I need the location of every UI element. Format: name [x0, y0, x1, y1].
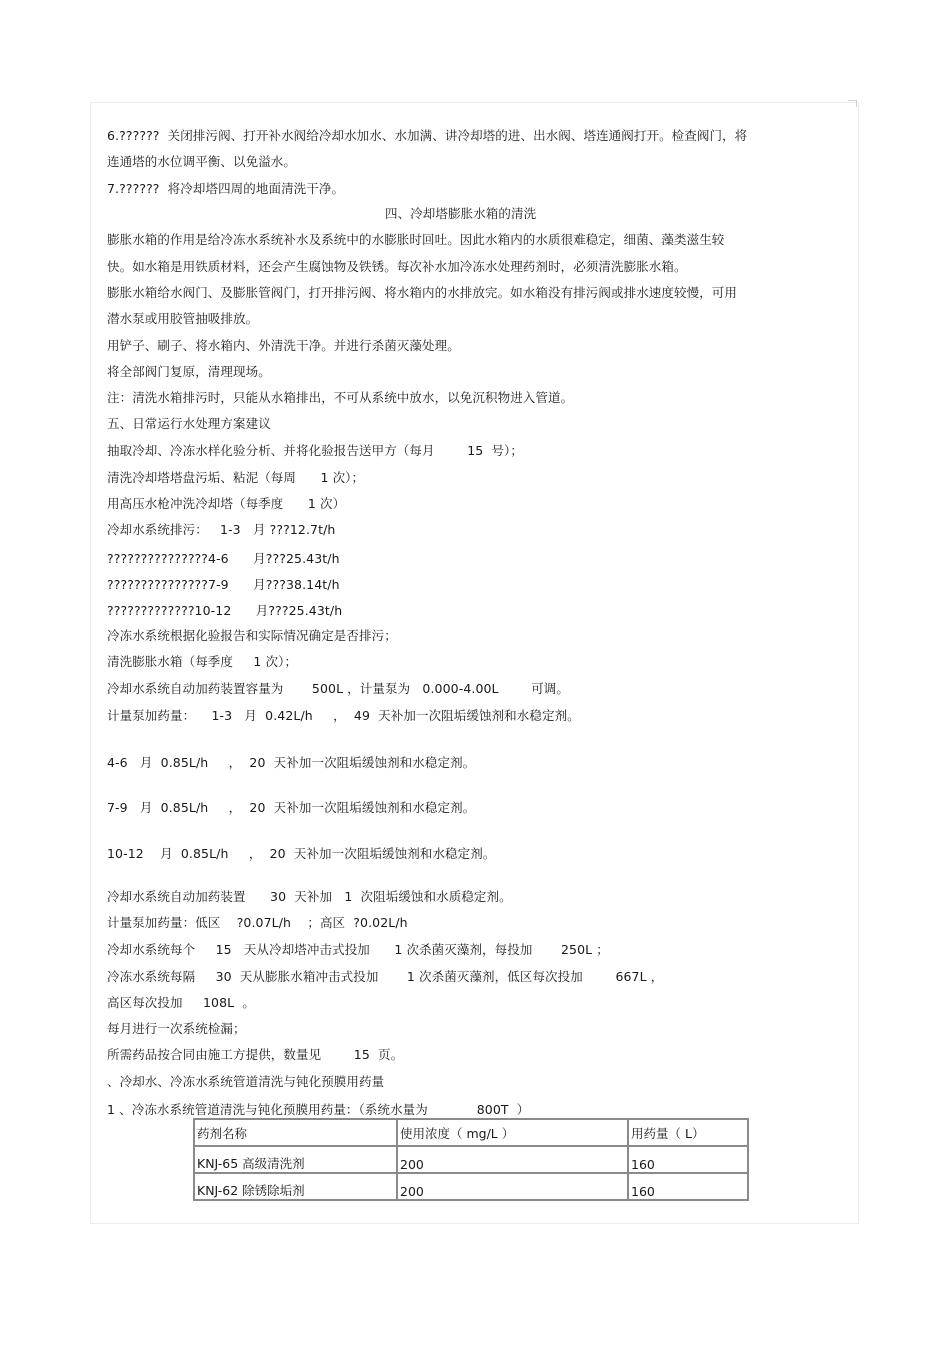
table-cell: KNJ-65 高级清洗剂: [194, 1146, 397, 1173]
table-row: [194, 1146, 748, 1173]
paragraph-line: 高区每次投加 108L 。: [107, 995, 255, 1010]
paragraph-line: 冷冻水系统根据化验报告和实际情况确定是否排污；: [107, 628, 397, 643]
paragraph-line: 1 、冷冻水系统管道清洗与钝化预膜用药量：（系统水量为 800T ）: [107, 1102, 530, 1117]
paragraph-line: 膨胀水箱给水阀门、及膨胀管阀门，打开排污阀、将水箱内的水排放完。如水箱没有排污阀或排水速度较慢，可用: [107, 285, 738, 300]
table-cell: 200: [397, 1173, 628, 1200]
table-cell: 200: [397, 1146, 628, 1173]
paragraph-line: 膨胀水箱的作用是给冷冻水系统补水及系统中的水膨胀时回吐。因此水箱内的水质很难稳定，细菌、藻类滋生较: [107, 232, 725, 247]
section-heading: 四、冷却塔膨胀水箱的清洗: [385, 206, 537, 221]
paragraph-line: 4-6 月 0.85L/h ， 20 天补加一次阻垢缓蚀剂和水稳定剂。: [107, 755, 476, 770]
section-heading: 五、日常运行水处理方案建议: [107, 416, 271, 431]
paragraph-line: 计量泵加药量： 1-3 月 0.42L/h ， 49 天补加一次阻垢缓蚀剂和水稳定剂。: [107, 708, 580, 723]
paragraph-line: 用高压水枪冲洗冷却塔（每季度 1 次）: [107, 496, 346, 511]
paragraph-line: ???????????????7-9 月???38.14t/h: [107, 577, 340, 592]
table-header-row: [194, 1119, 748, 1146]
paragraph-line: 10-12 月 0.85L/h ， 20 天补加一次阻垢缓蚀剂和水稳定剂。: [107, 846, 496, 861]
page-corner-mark: [848, 100, 857, 107]
paragraph-line: 冷冻水系统每隔 30 天从膨胀水箱冲击式投加 1 次杀菌灭藻剂，低区每次投加 667L ，: [107, 969, 664, 984]
paragraph-line: 所需药品按合同由施工方提供，数量见 15 页。: [107, 1047, 404, 1062]
paragraph-line: 冷却水系统自动加药装置容量为 500L ，计量泵为 0.000-4.00L 可调。: [107, 681, 570, 696]
table-header-cell: 药剂名称: [194, 1119, 397, 1146]
paragraph-line: ???????????????4-6 月???25.43t/h: [107, 551, 340, 566]
table-row: [194, 1173, 748, 1200]
paragraph-line: ?????????????10-12 月???25.43t/h: [107, 603, 343, 618]
paragraph-line: 用铲子、刷子、将水箱内、外清洗干净。并进行杀菌灭藻处理。: [107, 338, 460, 353]
paragraph-line: 冷却水系统排污： 1-3 月 ???12.7t/h: [107, 522, 336, 537]
paragraph-line: 注：清洗水箱排污时，只能从水箱排出，不可从系统中放水，以免沉积物进入管道。: [107, 390, 574, 405]
paragraph-line: 6.?????? 关闭排污阀、打开补水阀给冷却水加水、水加满、讲冷却塔的进、出水阀、塔连通阀打开。检查阀门，将: [107, 128, 748, 143]
table-header-cell: 用药量（ L）: [628, 1119, 748, 1146]
paragraph-line: 抽取冷却、冷冻水样化验分析、并将化验报告送甲方（每月 15 号）；: [107, 443, 523, 458]
paragraph-line: 每月进行一次系统检漏；: [107, 1021, 246, 1036]
paragraph-line: 连通塔的水位调平衡、以免溢水。: [107, 154, 297, 169]
table-cell: 160: [628, 1173, 748, 1200]
table-cell: KNJ-62 除锈除垢剂: [194, 1173, 397, 1200]
paragraph-line: 冷却水系统自动加药装置 30 天补加 1 次阻垢缓蚀和水质稳定剂。: [107, 889, 512, 904]
table-cell: 160: [628, 1146, 748, 1173]
dosage-table: [193, 1118, 749, 1201]
paragraph-line: 清洗膨胀水箱（每季度 1 次）；: [107, 654, 298, 669]
paragraph-line: 潜水泵或用胶管抽吸排放。: [107, 311, 259, 326]
paragraph-line: 清洗冷却塔塔盘污垢、粘泥（每周 1 次）；: [107, 470, 365, 485]
paragraph-line: 冷却水系统每个 15 天从冷却塔冲击式投加 1 次杀菌灭藻剂，每投加 250L ；: [107, 942, 609, 957]
paragraph-line: 快。如水箱是用铁质材料，还会产生腐蚀物及铁锈。每次补水加冷冻水处理药剂时，必须清洗膨胀水箱。: [107, 259, 687, 274]
table-header-cell: 使用浓度（ mg/L ）: [397, 1119, 628, 1146]
paragraph-line: 将全部阀门复原，清理现场。: [107, 364, 271, 379]
paragraph-line: 7-9 月 0.85L/h ， 20 天补加一次阻垢缓蚀剂和水稳定剂。: [107, 800, 476, 815]
paragraph-line: 计量泵加药量：低区 ?0.07L/h ；高区 ?0.02L/h: [107, 915, 408, 930]
section-heading: 、冷却水、冷冻水系统管道清洗与钝化预膜用药量: [107, 1074, 385, 1089]
paragraph-line: 7.?????? 将冷却塔四周的地面清洗干净。: [107, 181, 345, 196]
